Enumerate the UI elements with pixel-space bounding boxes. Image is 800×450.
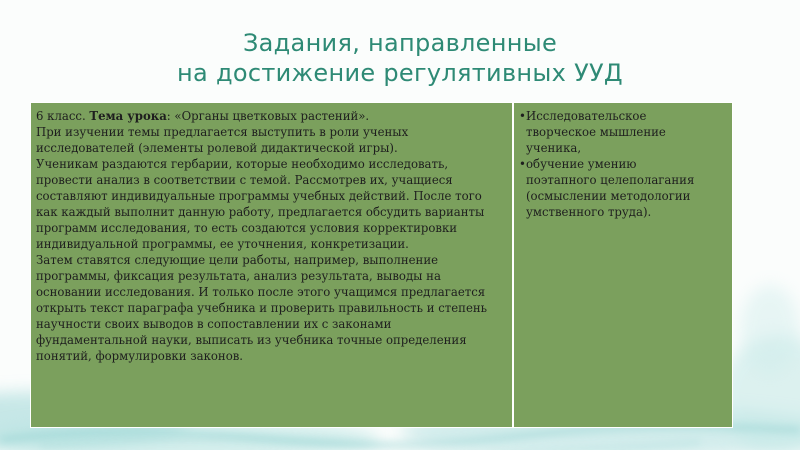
outcome-line: умственного труда).	[526, 205, 652, 219]
paragraph-1: При изучении темы предлагается выступить в роли ученых исследователей (элементы ролевой дидактической игры).	[36, 125, 409, 155]
grade-label: 6 класс.	[36, 109, 86, 123]
outcome-line: (осмыслении методологии	[526, 189, 691, 203]
bullet-icon: •	[519, 109, 526, 123]
outcome-line: обучение умению	[526, 157, 637, 171]
topic-value: : «Органы цветковых растений».	[166, 109, 370, 123]
outcome-line: ученика,	[526, 141, 582, 155]
topic-label: Тема урока	[89, 109, 167, 123]
title-line-1: Задания, направленные	[242, 29, 558, 57]
paragraph-2: Ученикам раздаются гербарии, которые необходимо исследовать, провести анализ в соответствии с темой. Рассмотрев их, учащиеся составляют индивидуальные программы учебных действий. После того как каждый выполнит данную работу, предлагается обсудить варианты программ исследования, то есть создаются условия корректировки индивидуальной программы, ее уточнения, конкретизации.	[36, 157, 485, 251]
page-title	[0, 28, 800, 88]
outcome-item	[519, 156, 726, 220]
content-table	[30, 102, 733, 428]
outcome-item	[519, 108, 726, 156]
paragraph-3: Затем ставятся следующие цели работы, например, выполнение программы, фиксация результата, анализ результата, выводы на основании исследования. И только после этого учащимся предлагается открыть текст параграфа учебника и проверить правильность и степень научности своих выводов в сопоставлении их с законами фундаментальной науки, выписать из учебника точные определения понятий, формулировки законов.	[36, 253, 488, 363]
outcome-line: поэтапного целеполагания	[526, 173, 695, 187]
outcomes-cell	[514, 103, 732, 427]
outcome-line: творческое мышление	[526, 125, 666, 139]
bullet-icon: •	[519, 157, 526, 171]
outcome-line: Исследовательское	[526, 109, 647, 123]
title-line-2: на достижение регулятивных УУД	[177, 59, 623, 87]
lesson-description-cell	[31, 103, 514, 427]
lesson-header	[36, 108, 502, 124]
outcomes-list	[519, 108, 726, 220]
